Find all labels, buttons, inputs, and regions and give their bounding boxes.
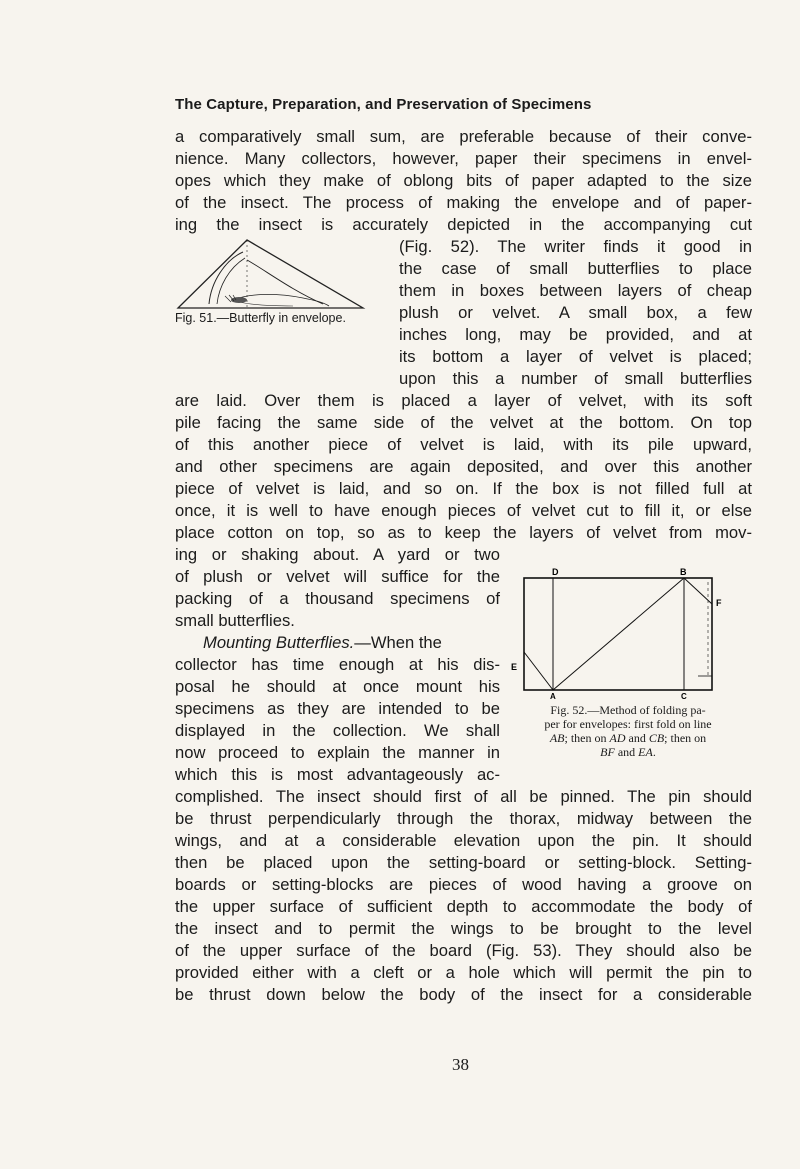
text-line: a comparatively small sum, are preferable because of their conve- [175, 127, 752, 146]
label-e: E [511, 662, 518, 672]
page-number: 38 [452, 1055, 469, 1074]
text-line: boards or setting-blocks are pieces of wood having a groove on [175, 875, 752, 894]
caption-ref: AD [609, 731, 626, 745]
text-line: be thrust perpendicularly through the thorax, midway between the [175, 809, 752, 828]
section-heading-dash: —When the [354, 633, 442, 652]
text-line: ing the insect is accurately depicted in the accompanying cut [175, 215, 752, 234]
text-line: plush or velvet. A small box, a few [399, 303, 752, 322]
caption-ref: CB [648, 731, 665, 745]
figure-51-butterfly-in-envelope [173, 200, 395, 325]
text-line: be thrust down below the body of the insect for a considerable [175, 985, 752, 1004]
label-a: A [550, 692, 556, 701]
label-f: F [716, 598, 722, 608]
text-line: the insect and to permit the wings to be brought to the level [175, 919, 752, 938]
text-line: the case of small butterflies to place [399, 259, 752, 278]
caption-line: per for envelopes: first fold on line [544, 717, 712, 731]
text-line: nience. Many collectors, however, paper their specimens in envel- [175, 149, 752, 168]
text-line: them in boxes between layers of cheap [399, 281, 752, 300]
text-line: inches long, may be provided, and at [399, 325, 752, 344]
text-line: displayed in the collection. We shall [175, 721, 500, 740]
text-line: now proceed to explain the manner in [175, 743, 500, 762]
text-line: collector has time enough at his dis- [175, 655, 500, 674]
label-b: B [680, 567, 687, 577]
label-c: C [681, 692, 687, 701]
text-line: then be placed upon the setting-board or setting-block. Setting- [175, 853, 752, 872]
text-line: specimens as they are intended to be [175, 699, 500, 718]
running-head: The Capture, Preparation, and Preservation of Specimens [175, 96, 592, 113]
caption-text: . [652, 745, 656, 759]
butterfly-envelope-illustration [173, 200, 395, 325]
text-line: packing of a thousand specimens of [175, 589, 500, 608]
text-line: piece of velvet is laid, and so on. If the box is not filled full at [175, 479, 752, 498]
text-line: the upper surface of sufficient depth to accommodate the body of [175, 897, 752, 916]
figure-52-caption [505, 703, 751, 759]
figure-51-caption: Fig. 51.—Butterfly in envelope. [175, 311, 346, 325]
text-line: complished. The insect should first of all be pinned. The pin should [175, 787, 752, 806]
folding-diagram-svg [508, 566, 728, 701]
text-line: and other specimens are again deposited, and over this another [175, 457, 752, 476]
text-line: provided either with a cleft or a hole which will permit the pin to [175, 963, 752, 982]
text-line: small butterflies. [175, 611, 295, 630]
text-line: (Fig. 52). The writer finds it good in [399, 237, 752, 256]
text-line: upon this a number of small butterflies [399, 369, 752, 388]
caption-ref: AB [549, 731, 565, 745]
text-line: once, it is well to have enough pieces of velvet cut to fill it, or else [175, 501, 752, 520]
caption-text: and [614, 745, 639, 759]
caption-ref: BF [600, 745, 615, 759]
text-line: of plush or velvet will suffice for the [175, 567, 500, 586]
text-line: are laid. Over them is placed a layer of velvet, with its soft [175, 391, 752, 410]
text-line: of the upper surface of the board (Fig. 53). They should also be [175, 941, 752, 960]
text-line: pile facing the same side of the velvet at the bottom. On top [175, 413, 752, 432]
text-line: posal he should at once mount his [175, 677, 500, 696]
caption-line [505, 731, 751, 745]
caption-text: ; then on [564, 731, 610, 745]
text-line: wings, and at a considerable elevation upon the pin. It should [175, 831, 752, 850]
caption-ref: EA [638, 745, 653, 759]
text-line: of the insect. The process of making the envelope and of paper- [175, 193, 752, 212]
label-d: D [552, 567, 559, 577]
section-heading: Mounting Butterflies. [203, 633, 355, 652]
text-line: ing or shaking about. A yard or two [175, 545, 500, 564]
text-line: which this is most advantageously ac- [175, 765, 500, 784]
caption-text: and [625, 731, 649, 745]
text-line: of this another piece of velvet is laid, with its pile upward, [175, 435, 752, 454]
text-line: opes which they make of oblong bits of paper adapted to the size [175, 171, 752, 190]
text-line: place cotton on top, so as to keep the layers of velvet from mov- [175, 523, 752, 542]
text-line: its bottom a layer of velvet is placed; [399, 347, 752, 366]
caption-line [505, 745, 751, 759]
caption-text: ; then on [664, 731, 707, 745]
caption-line: Fig. 52.—Method of folding pa- [550, 703, 706, 717]
section-heading-line [203, 632, 500, 654]
figure-52-envelope-folding-diagram [508, 566, 728, 701]
